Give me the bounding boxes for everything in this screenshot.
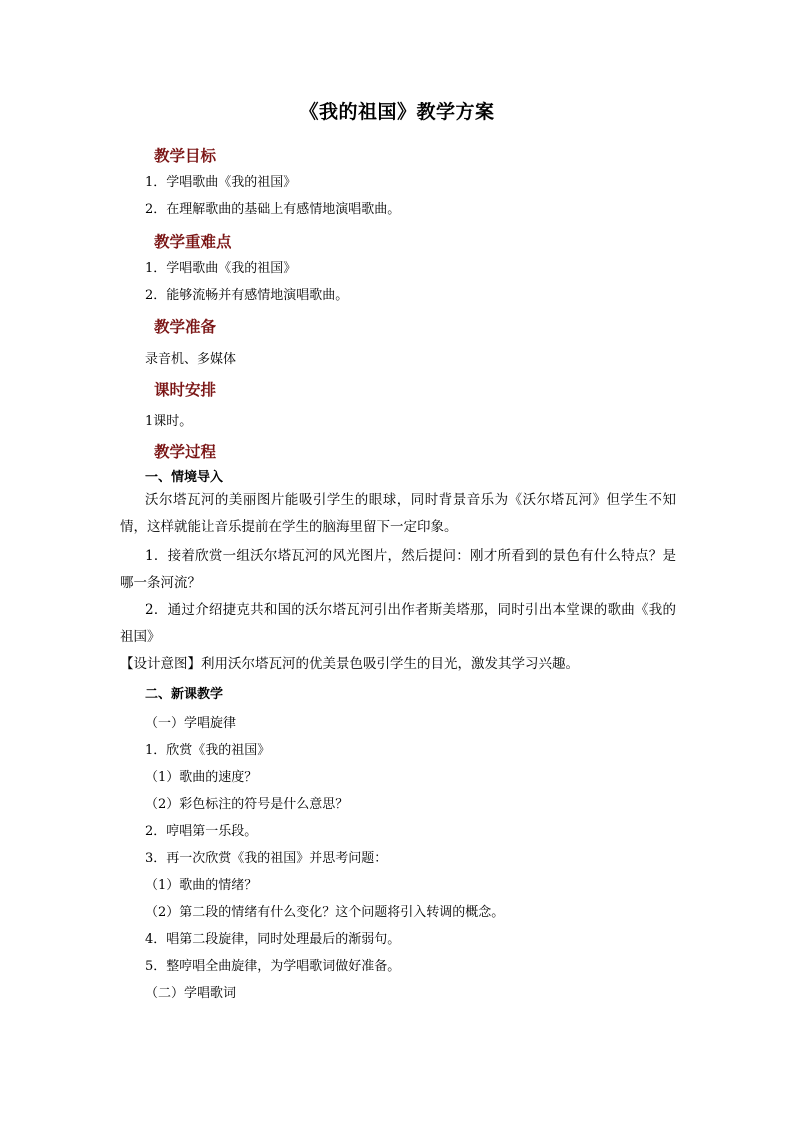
- part2-line: 2．哼唱第一乐段。: [145, 824, 258, 839]
- part2-line: （1）歌曲的速度？: [145, 770, 258, 785]
- page-title: 《我的祖国》教学方案: [299, 101, 495, 123]
- objectives-heading: 教学目标: [154, 146, 217, 165]
- key-point-item-1: 1．学唱歌曲《我的祖国》: [145, 261, 297, 276]
- preparation-text: 录音机、多媒体: [145, 352, 237, 367]
- part2-line: （1）歌曲的情绪？: [145, 878, 258, 893]
- part1-intro-paragraph: 沃尔塔瓦河的美丽图片能吸引学生的眼球，同时背景音乐为《沃尔塔瓦河》但学生不知情，这样就能让音乐提前在学生的脑海里留下一定印象。: [120, 492, 676, 535]
- part2-line: （2）第二段的情绪有什么变化？这个问题将引入转调的概念。: [145, 905, 505, 920]
- part2-line: 5．整哼唱全曲旋律，为学唱歌词做好准备。: [145, 959, 401, 974]
- objective-item-1: 1．学唱歌曲《我的祖国》: [145, 175, 297, 190]
- key-points-heading: 教学重难点: [154, 232, 232, 251]
- part2-line: （一）学唱旋律: [145, 716, 237, 731]
- part2-line: （二）学唱歌词: [145, 986, 237, 1001]
- part2-line: 1．欣赏《我的祖国》: [145, 743, 271, 758]
- schedule-heading: 课时安排: [154, 380, 217, 399]
- preparation-heading: 教学准备: [154, 317, 217, 336]
- key-point-item-2: 2．能够流畅并有感情地演唱歌曲。: [145, 288, 349, 303]
- schedule-text: 1课时。: [145, 414, 193, 429]
- part2-line: 4．唱第二段旋律，同时处理最后的渐弱句。: [145, 932, 401, 947]
- part1-heading: 一、情境导入: [145, 470, 224, 485]
- design-intent-paragraph: 【设计意图】利用沃尔塔瓦河的优美景色吸引学生的目光，激发其学习兴趣。: [120, 656, 579, 672]
- part1-step2-paragraph: 2．通过介绍捷克共和国的沃尔塔瓦河引出作者斯美塔那，同时引出本堂课的歌曲《我的祖国》: [120, 602, 676, 645]
- part1-step1-paragraph: 1．接着欣赏一组沃尔塔瓦河的风光图片，然后提问：刚才所看到的景色有什么特点？是哪一条河流？: [120, 548, 676, 591]
- part2-line: 3．再一次欣赏《我的祖国》并思考问题：: [145, 851, 388, 866]
- part2-line: （2）彩色标注的符号是什么意思？: [145, 797, 349, 812]
- part2-heading: 二、新课教学: [145, 687, 224, 702]
- process-heading: 教学过程: [154, 442, 217, 461]
- objective-item-2: 2．在理解歌曲的基础上有感情地演唱歌曲。: [145, 202, 401, 217]
